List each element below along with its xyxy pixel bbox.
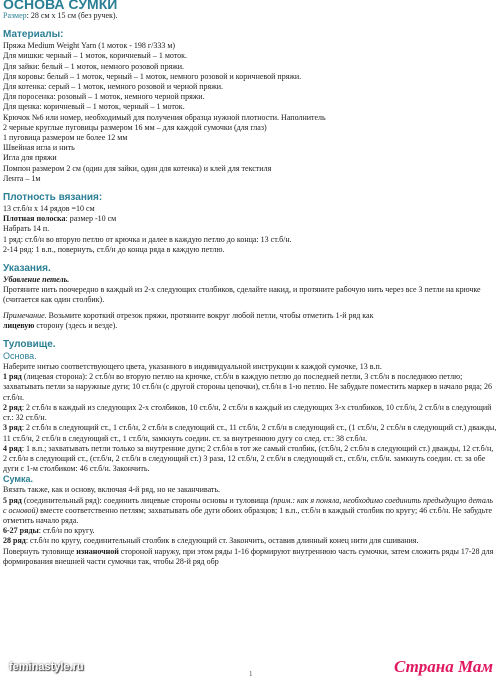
- notes-note-cont: [3, 321, 497, 331]
- body-intro: Наберите нитью соответствующего цвета, указанного в индивидуальной инструкции к каждой сумочке, 13 в.п.: [3, 362, 382, 372]
- gauge-strip-value: : размер -10 см: [65, 214, 117, 224]
- materials-line: Игла для пряжи: [3, 153, 57, 163]
- row-label: 4 ряд: [3, 443, 22, 453]
- bag-final-paragraph: [3, 547, 497, 567]
- page-footer: [3, 653, 497, 679]
- note-text: . Возьмите короткий отрезок пряжи, протяните вокруг любой петли, чтобы отметить 1-й ряд как: [44, 310, 374, 320]
- site-watermark[interactable]: feminastyle.ru: [9, 661, 84, 673]
- final-bold: изнаночной: [76, 546, 119, 556]
- bag-row-28: [3, 536, 497, 546]
- gauge-strip: [3, 214, 497, 224]
- materials-line: Для щенка: коричневый – 1 моток, черный – 1 моток.: [3, 102, 185, 112]
- row-label: 2 ряд: [3, 402, 22, 412]
- materials-line: 1 пуговица размером не более 12 мм: [3, 133, 128, 143]
- materials-heading: Материалы:: [3, 29, 64, 41]
- row-text: : 1 в.п.; захватывать петли только за внутренние дуги; 2 ст.б/н в тот же самый столбик, (ст.б/н, 2 ст.б/н в следующий ст.) дважды, 12 ст.б/н, 2 ст.б/н в следующий ст., (ст.б/н, 2 ст.б/н в следующий ст.) 3 раза, 12 ст.б/н, 2 ст.б/н в следующий ст., ст.б/н, ст.б/н. замкнуть соедин. ст. за обе дуги с 1-м столбиком: 46 ст.б/н. Закончить.: [3, 443, 494, 474]
- notes-subheading: [3, 275, 497, 285]
- row-text: : ст.б/н по кругу.: [38, 526, 95, 536]
- row-label: 5 ряд: [3, 495, 22, 505]
- row-text: : 2 ст.б/н в каждый из следующих 2-х столбиков, 10 ст.б/н, 2 ст.б/н в каждый из следующих 3-х столбиков, 10 ст.б/н, 2 ст.б/н в следующий ст.: 32 ст.б/н.: [3, 402, 492, 423]
- row-text: (соединительный ряд): соединить лицевые стороны основы и туловища: [21, 495, 271, 505]
- notes-heading: Указания.: [3, 263, 51, 275]
- row-label: 1 ряд: [3, 372, 22, 382]
- document-page: [3, 0, 497, 679]
- size-line: [3, 11, 497, 21]
- materials-line: Лента – 1м: [3, 173, 41, 183]
- size-label: Размер: [3, 11, 27, 20]
- page-number: 1: [249, 670, 253, 678]
- row-label: 3 ряд: [3, 423, 22, 433]
- gauge-heading: Плотность вязания:: [3, 192, 103, 204]
- note-tail: сторону (здесь и везде).: [34, 320, 118, 330]
- body-row-4: [3, 444, 497, 475]
- materials-list: [3, 41, 497, 184]
- bag-row-5: [3, 496, 497, 527]
- notes-sub-text: Убавление петель.: [3, 275, 70, 285]
- bag-row-6-27: [3, 526, 497, 536]
- row-tail: вместе соответственно петлям; захватывать обе дуги обоих образцов; 1 в.п., ст.б/н в каждый столбик по кругу; 46 ст.б/н. Не забудьте отметить начало ряда.: [3, 505, 493, 525]
- materials-line: Для коровы: белый – 1 моток, черный – 1 моток, немного розовой и коричневой пряжи.: [3, 71, 302, 81]
- bag-intro: Вязать также, как и основу, включая 4-й ряд, но не заканчивать.: [3, 485, 221, 495]
- materials-line: Крючок №6 или номер, необходимый для получения образца нужной плотности. Наполнитель: [3, 112, 326, 122]
- final-text-a: Повернуть туловище: [3, 546, 77, 556]
- materials-line: Пряжа Medium Weight Yarn (1 моток - 198 г/333 м): [3, 41, 176, 51]
- row-text: (лицевая сторона): 2 ст.б/н во вторую петлю на крючке, ст.б/н в каждую петлю до последней петли, 3 ст.б/н в последнюю петлю; захватывать петли за наружные дуги; 10 ст.б/н (с другой стороны цепочки), ст.б/н в 1-ю петлю. Не забудьте поместить маркер в начало ряда; 26 ст.б/н.: [3, 372, 492, 402]
- row-label: 28 ряд: [3, 536, 26, 546]
- body-row-3: [3, 423, 497, 443]
- materials-line: Швейная игла и нить: [3, 143, 75, 153]
- materials-line: Для поросенка: розовый – 1 моток, немного черной пряжи.: [3, 92, 205, 102]
- body-row-1: [3, 372, 497, 403]
- materials-line: Для зайки: белый – 1 моток, немного розовой пряжи.: [3, 61, 185, 71]
- row-text: : ст.б/н по кругу, соединительный столбик в следующий ст. Закончить, оставив длинный конец нити для сшивания.: [25, 536, 419, 546]
- body-heading: Туловище.: [3, 339, 56, 351]
- notes-paragraph: Протяните нить поочередно в каждый из 2-х следующих столбиков, сделайте накид, и протяните рабочую нить через все 3 петли на крючке (считается как один столбик).: [3, 285, 481, 305]
- row-label: 6-27 ряды: [3, 526, 39, 536]
- gauge-line: Набрать 14 п.: [3, 224, 50, 234]
- gauge-line: 13 ст.б/н х 14 рядов =10 см: [3, 204, 95, 214]
- row-italic-note: (прим.: как я поняла, необходимо соединить предыдущую деталь с основой): [3, 495, 494, 515]
- materials-line: Для мишки: черный – 1 моток, коричневый – 1 моток.: [3, 51, 188, 61]
- materials-line: Для котенка: серый – 1 моток, немного розовой и черной пряжи.: [3, 82, 224, 92]
- size-value: : 28 см х 15 см (без ручек).: [26, 11, 118, 20]
- document-title: ОСНОВА СУМКИ: [3, 0, 118, 12]
- note-bold: лицевую: [3, 320, 35, 330]
- row-text: : 2 ст.б/н в следующий ст., 1 ст.б/н, 2 ст.б/н в следующий ст., 11 ст.б/н, 2 ст.б/н в следующий ст., (1 ст.б/н, 2 ст.б/н в следующий ст.) дважды, 11 ст.б/н, 2 ст.б/н в следующий ст., 1 ст.б/н, замкнуть соедин. ст. за внутреннюю дугу со след. ст.: 38 ст.б/н.: [3, 423, 497, 443]
- materials-line: Помпон размером 2 см (один для зайки, один для котенка) и клей для текстиля: [3, 163, 272, 173]
- materials-line: 2 черные круглые пуговицы размером 16 мм – для каждой сумочки (для глаз): [3, 122, 267, 132]
- gauge-line: 1 ряд: ст.б/н во вторую петлю от крючка и далее в каждую петлю до конца: 13 ст.б/н.: [3, 234, 292, 244]
- body-row-2: [3, 403, 497, 423]
- final-text-b: стороной наружу, при этом ряды 1-16 формируют внутреннюю часть сумочки, затем сложить ряды 17-28 для формирования внешней части сумочки так, чтобы 28-й ряд обр: [3, 546, 494, 566]
- note-label: Примечание: [3, 310, 45, 320]
- gauge-strip-label: Плотная полоска: [3, 214, 66, 224]
- notes-note: [3, 311, 497, 321]
- body-subheading: Основа.: [3, 351, 37, 362]
- gauge-line: 2-14 ряд: 1 в.п., повернуть, ст.б/н до конца ряда в каждую петлю.: [3, 244, 225, 254]
- bag-heading: Сумка.: [3, 474, 34, 485]
- strana-mam-logo[interactable]: Страна Мам: [393, 657, 493, 676]
